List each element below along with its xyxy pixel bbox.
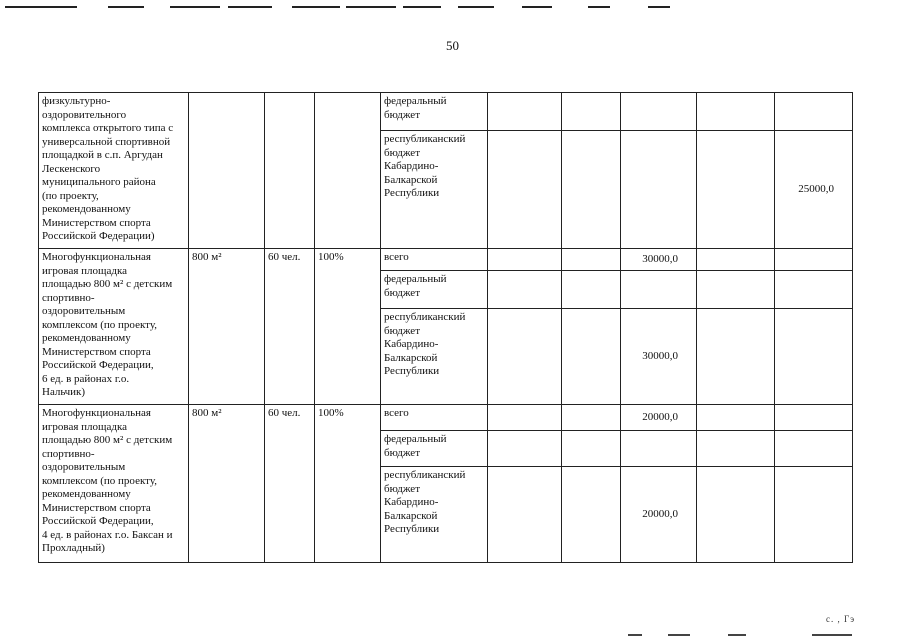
object-name-cell: физкультурно- оздоровительного комплекса открытого типа с универсальной спортивной площадкой в с.п. Аргудан Лескенского муниципального района (по проекту, рекомендованному Министерством спорта Российской Федерации) bbox=[39, 93, 189, 249]
amount-cell bbox=[775, 467, 853, 563]
empty-cell bbox=[697, 93, 775, 131]
program-table bbox=[38, 92, 853, 563]
bottom-mark bbox=[668, 634, 690, 636]
empty-cell bbox=[697, 271, 775, 309]
table-row bbox=[39, 249, 853, 271]
funding-source-cell: федеральный бюджет bbox=[381, 431, 488, 467]
empty-cell bbox=[488, 271, 562, 309]
funding-source-cell: всего bbox=[381, 249, 488, 271]
empty-cell bbox=[697, 249, 775, 271]
empty-cell bbox=[697, 131, 775, 249]
amount-cell: 30000,0 bbox=[621, 249, 697, 271]
page-number: 50 bbox=[446, 38, 459, 53]
readiness-cell: 100% bbox=[315, 405, 381, 563]
empty-cell bbox=[488, 405, 562, 431]
amount-cell: 20000,0 bbox=[621, 405, 697, 431]
top-cut-marks bbox=[0, 0, 905, 12]
table-body bbox=[39, 93, 853, 563]
empty-cell bbox=[488, 431, 562, 467]
bottom-mark bbox=[812, 634, 852, 636]
amount-cell: 20000,0 bbox=[621, 467, 697, 563]
amount-cell bbox=[621, 131, 697, 249]
people-cell bbox=[265, 93, 315, 249]
capacity-cell: 800 м² bbox=[189, 249, 265, 405]
table-row bbox=[39, 93, 853, 131]
capacity-cell bbox=[189, 93, 265, 249]
amount-cell bbox=[775, 309, 853, 405]
funding-source-cell: федеральный бюджет bbox=[381, 271, 488, 309]
empty-cell bbox=[562, 431, 621, 467]
empty-cell bbox=[562, 467, 621, 563]
empty-cell bbox=[697, 431, 775, 467]
empty-cell bbox=[562, 309, 621, 405]
footer-mark: с. , Гэ bbox=[826, 614, 856, 624]
empty-cell bbox=[488, 93, 562, 131]
amount-cell: 30000,0 bbox=[621, 309, 697, 405]
funding-source-cell: республиканский бюджет Кабардино- Балкарской Республики bbox=[381, 309, 488, 405]
amount-cell bbox=[621, 431, 697, 467]
bottom-mark bbox=[628, 634, 642, 636]
amount-cell: 25000,0 bbox=[775, 131, 853, 249]
empty-cell bbox=[697, 405, 775, 431]
amount-cell bbox=[775, 271, 853, 309]
table-row bbox=[39, 405, 853, 431]
empty-cell bbox=[562, 249, 621, 271]
people-cell: 60 чел. bbox=[265, 405, 315, 563]
empty-cell bbox=[488, 249, 562, 271]
readiness-cell: 100% bbox=[315, 249, 381, 405]
people-cell: 60 чел. bbox=[265, 249, 315, 405]
object-name-cell: Многофункциональная игровая площадка площадью 800 м² с детским спортивно- оздоровительным комплексом (по проекту, рекомендованному Министерством спорта Российской Федерации, 6 ед. в районах г.о. Нальчик) bbox=[39, 249, 189, 405]
capacity-cell: 800 м² bbox=[189, 405, 265, 563]
amount-cell bbox=[621, 93, 697, 131]
funding-source-cell: республиканский бюджет Кабардино- Балкарской Республики bbox=[381, 467, 488, 563]
readiness-cell bbox=[315, 93, 381, 249]
amount-cell bbox=[775, 405, 853, 431]
amount-cell bbox=[775, 431, 853, 467]
amount-cell bbox=[621, 271, 697, 309]
empty-cell bbox=[697, 309, 775, 405]
empty-cell bbox=[562, 131, 621, 249]
amount-cell bbox=[775, 93, 853, 131]
empty-cell bbox=[488, 131, 562, 249]
empty-cell bbox=[562, 271, 621, 309]
bottom-mark bbox=[728, 634, 746, 636]
empty-cell bbox=[562, 93, 621, 131]
empty-cell bbox=[562, 405, 621, 431]
amount-cell bbox=[775, 249, 853, 271]
funding-source-cell: республиканский бюджет Кабардино- Балкарской Республики bbox=[381, 131, 488, 249]
funding-source-cell: всего bbox=[381, 405, 488, 431]
empty-cell bbox=[488, 309, 562, 405]
empty-cell bbox=[488, 467, 562, 563]
funding-source-cell: федеральный бюджет bbox=[381, 93, 488, 131]
empty-cell bbox=[697, 467, 775, 563]
object-name-cell: Многофункциональная игровая площадка площадью 800 м² с детским спортивно- оздоровительным комплексом (по проекту, рекомендованному Министерством спорта Российской Федерации, 4 ед. в районах г.о. Баксан и Прохладный) bbox=[39, 405, 189, 563]
